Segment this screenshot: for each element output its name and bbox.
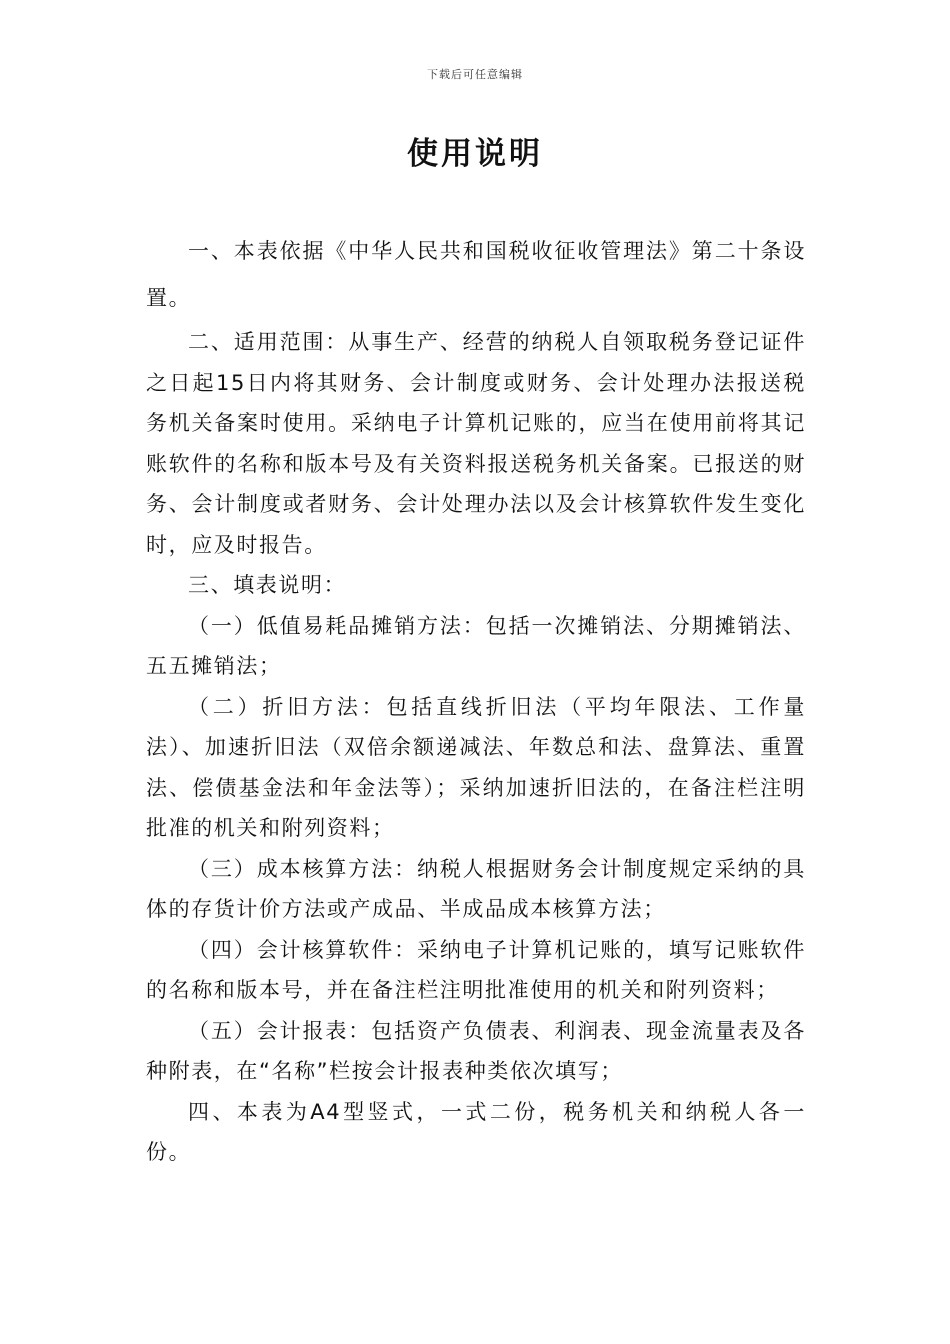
paragraph-instructions-heading: 三、填表说明：	[188, 573, 347, 597]
paragraph-item-5: （五）会计报表：包括资产负债表、利润表、现金流量表及各种附表，在“名称”栏按会计报表种类依次填写；	[146, 1018, 806, 1083]
document-title: 使用说明	[407, 136, 543, 172]
paragraph-basis: 一、本表依据《中华人民共和国税收征收管理法》第二十条设置。	[146, 239, 806, 310]
paragraph-item-1: （一）低值易耗品摊销方法：包括一次摊销法、分期摊销法、五五摊销法；	[146, 613, 806, 678]
paragraph-scope: 二、适用范围：从事生产、经营的纳税人自领取税务登记证件之日起15日内将其财务、会计制度或财务、会计处理办法报送税务机关备案时使用。采纳电子计算机记账的，应当在使用前将其记账软件的名称和版本号及有关资料报送税务机关备案。已报送的财务、会计制度或者财务、会计处理办法以及会计核算软件发生变化时，应及时报告。	[146, 330, 806, 557]
paragraph-item-4: （四）会计核算软件：采纳电子计算机记账的，填写记账软件的名称和版本号，并在备注栏注明批准使用的机关和附列资料；	[146, 937, 806, 1002]
document-body	[146, 228, 806, 1173]
paragraph-item-2: （二）折旧方法：包括直线折旧法（平均年限法、工作量法）、加速折旧法（双倍余额递减法、年数总和法、盘算法、重置法、偿债基金法和年金法等）；采纳加速折旧法的，在备注栏注明批准的机关和附列资料；	[146, 694, 806, 840]
paragraph-item-3: （三）成本核算方法：纳税人根据财务会计制度规定采纳的具体的存货计价方法或产成品、半成品成本核算方法；	[146, 856, 806, 921]
paragraph-format: 四、本表为A4型竖式，一式二份，税务机关和纳税人各一份。	[146, 1099, 806, 1164]
header-note: 下载后可任意编辑	[427, 68, 523, 81]
